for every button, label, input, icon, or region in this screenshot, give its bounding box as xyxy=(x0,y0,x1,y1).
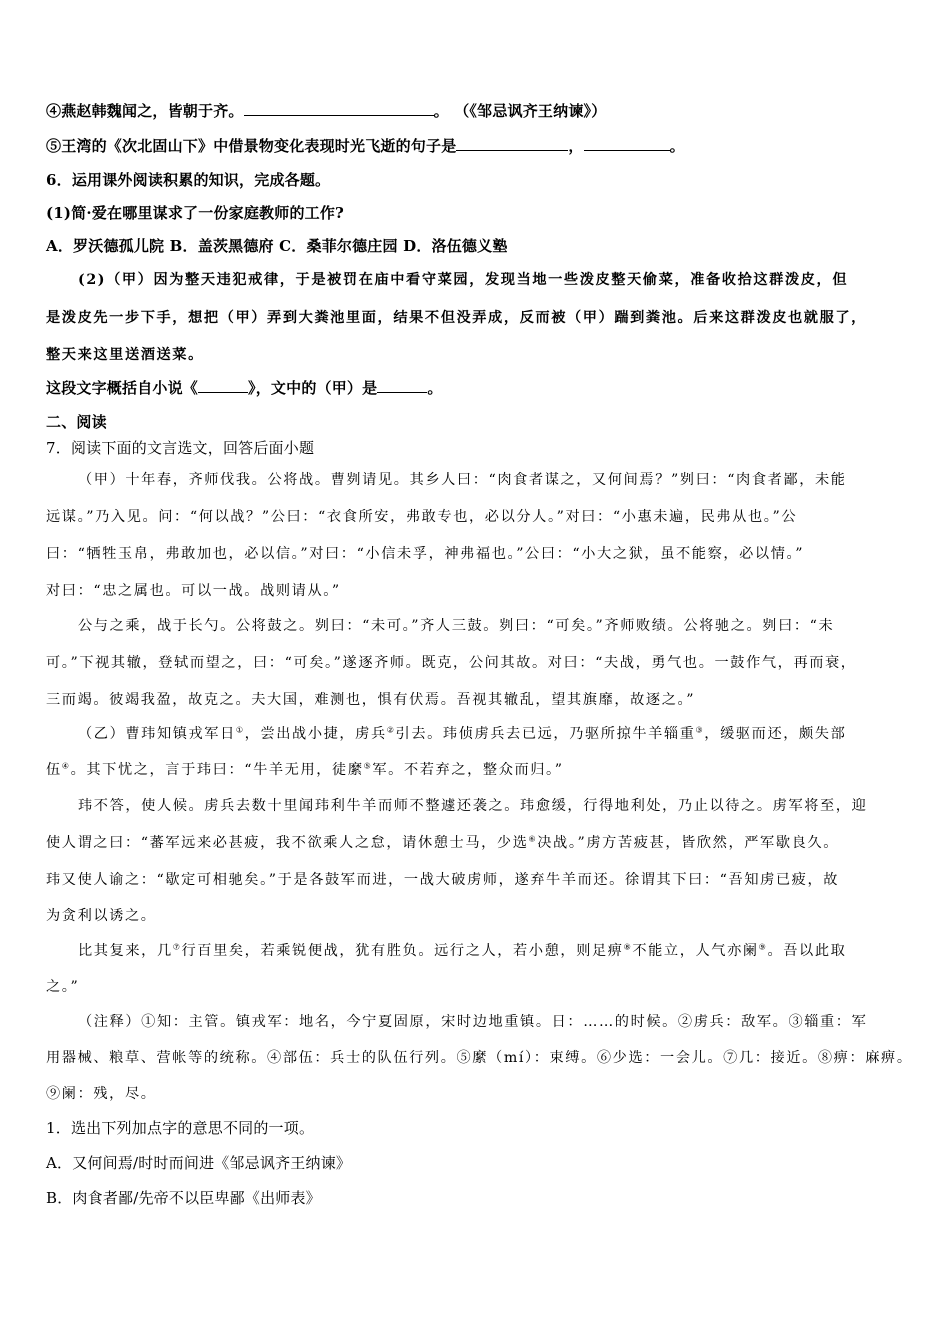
passage-b-line xyxy=(78,724,846,744)
option-b: B．肉食者鄙/先帝不以臣卑鄙《出师表》 xyxy=(46,1189,321,1207)
passage-text: 使人谓之曰：“蕃军远来必甚疲，我不欲乘人之怠，请休憩士马，少选 xyxy=(46,835,529,851)
question-6-2-line-2: 是泼皮先一步下手，想把（甲）弄到大粪池里面，结果不但没弄成，反而被（甲）踹到粪池。后来这群泼皮也就服了， xyxy=(46,310,867,326)
note-mark: ② xyxy=(386,725,396,735)
question-6-2-prompt xyxy=(46,378,443,398)
answer-blank[interactable] xyxy=(198,378,248,393)
passage-text: 比其复来，几 xyxy=(78,943,173,959)
note-mark: ④ xyxy=(61,761,71,771)
passage-text: 行百里矣，若乘锐便战，犹有胜负。远行之人，若小憩，则足痹 xyxy=(181,943,624,959)
passage-text: 。吾以此取 xyxy=(767,943,847,959)
recite-line-4-text: ④燕赵韩魏闻之，皆朝于齐。 xyxy=(46,102,244,120)
note-mark: ① xyxy=(235,725,245,735)
passage-a-line: 对曰：“忠之属也。可以一战。战则请从。” xyxy=(46,583,341,599)
answer-blank[interactable] xyxy=(244,101,434,116)
question-6-2-line-1: (2)（甲）因为整天违犯戒律，于是被罚在庙中看守菜园，发现当地一些泼皮整天偷菜，准备收拾这群泼皮，但 xyxy=(78,272,849,288)
recite-line-4 xyxy=(46,101,606,121)
passage-a-line: 三而竭。彼竭我盈，故克之。夫大国，难测也，惧有伏焉。吾视其辙乱，望其旗靡，故逐之。” xyxy=(46,692,696,708)
period: 。 xyxy=(427,379,443,397)
passage-text: 。其下忧之，言于玮曰：“牛羊无用，徒縻 xyxy=(70,762,364,778)
separator: ， xyxy=(568,137,584,155)
notes-line: （注释）①知：主管。镇戎军：地名，今宁夏固原，宋时边地重镇。日：……的时候。②虏兵：敌军。③辎重：军 xyxy=(78,1014,868,1030)
note-mark: ⑤ xyxy=(363,761,373,771)
passage-a-line: 可。”下视其辙，登轼而望之，曰：“可矣。”遂逐齐师。既克，公问其故。对曰：“夫战，勇气也。一鼓作气，再而衰， xyxy=(46,655,857,671)
recite-line-5 xyxy=(46,136,685,156)
passage-text: 引去。玮侦虏兵去已远，乃驱所掠牛羊辎重 xyxy=(395,726,696,742)
recite-line-5-text: ⑤王湾的《次北固山下》中借景物变化表现时光飞逝的句子是 xyxy=(46,137,457,155)
prompt-text: 》，文中的（甲）是 xyxy=(248,379,378,397)
passage-text: 伍 xyxy=(46,762,62,778)
answer-blank[interactable] xyxy=(584,136,670,151)
notes-line: ⑨阑：残，尽。 xyxy=(46,1086,157,1102)
note-mark: ⑦ xyxy=(172,942,182,952)
option-a: A．又何间焉/时时而间进《邹忌讽齐王纳谏》 xyxy=(46,1154,352,1172)
passage-b-line: 为贪利以诱之。 xyxy=(46,908,157,924)
passage-a-line: 远谋。”乃入见。问：“何以战？”公曰：“衣食所安，弗敢专也，必以分人。”对曰：“小惠未遍，民弗从也。”公 xyxy=(46,509,798,525)
recite-line-4-source: 。 （《邹忌讽齐王纳谏》） xyxy=(433,102,607,120)
note-mark: ⑥ xyxy=(528,834,538,844)
question-6-2-line-3: 整天来这里送酒送菜。 xyxy=(46,347,204,363)
passage-text: ，缓驱而还，颇失部 xyxy=(704,726,847,742)
note-mark: ⑨ xyxy=(758,942,768,952)
passage-b-line xyxy=(46,760,564,780)
passage-b-line: 玮又使人谕之：“歇定可相驰矣。”于是各鼓军而进，一战大破虏师，遂弃牛羊而还。徐谓其下曰：“吾知虏已疲，故 xyxy=(46,872,840,888)
passage-a-line: 曰：“牺牲玉帛，弗敢加也，必以信。”对曰：“小信未孚，神弗福也。”公曰：“小大之狱，虽不能察，必以情。” xyxy=(46,546,805,562)
question-6-1: (1)简·爱在哪里谋求了一份家庭教师的工作? xyxy=(46,204,345,222)
passage-b-line xyxy=(78,941,846,961)
prompt-text: 这段文字概括自小说《 xyxy=(46,379,199,397)
passage-b-line: 之。” xyxy=(46,979,80,995)
period: 。 xyxy=(669,137,685,155)
answer-blank[interactable] xyxy=(456,136,568,151)
passage-text: 不能立，人气亦阑 xyxy=(632,943,759,959)
passage-b-line: 玮不答，使人候。虏兵去数十里闻玮利牛羊而师不整遽还袭之。玮愈缓，行得地利处，乃止以待之。虏军将至，迎 xyxy=(78,798,868,814)
passage-a-line: 公与之乘，战于长勺。公将鼓之。刿曰：“未可。”齐人三鼓。刿曰：“可矣。”齐师败绩。公将驰之。刿曰：“未 xyxy=(78,618,835,634)
question-6-1-options: A．罗沃德孤儿院 B．盖茨黑德府 C．桑菲尔德庄园 D．洛伍德义塾 xyxy=(46,237,508,255)
note-mark: ③ xyxy=(695,725,705,735)
passage-text: ，尝出战小捷，虏兵 xyxy=(244,726,387,742)
notes-line: 用器械、粮草、营帐等的统称。④部伍：兵士的队伍行列。⑤縻（mí）：束缚。⑥少选：一会儿。⑦几：接近。⑧痹：麻痹。 xyxy=(46,1050,913,1066)
passage-text: 决战。”虏方苦疲甚，皆欣然，严军歇良久。 xyxy=(537,835,839,851)
passage-b-line xyxy=(46,833,839,853)
passage-a-line: （甲）十年春，齐师伐我。公将战。曹刿请见。其乡人曰：“肉食者谋之，又何间焉？”刿曰：“肉食者鄙，未能 xyxy=(78,472,847,488)
passage-text: （乙）曹玮知镇戎军日 xyxy=(78,726,236,742)
passage-text: 军。不若弃之，整众而归。” xyxy=(372,762,564,778)
answer-blank[interactable] xyxy=(377,378,427,393)
question-6-title: 6．运用课外阅读积累的知识，完成各题。 xyxy=(46,171,331,189)
question-7-title: 7．阅读下面的文言选文，回答后面小题 xyxy=(46,439,315,457)
note-mark: ⑧ xyxy=(623,942,633,952)
subquestion-1: 1．选出下列加点字的意思不同的一项。 xyxy=(46,1119,315,1137)
section-heading: 二、阅读 xyxy=(46,413,107,431)
